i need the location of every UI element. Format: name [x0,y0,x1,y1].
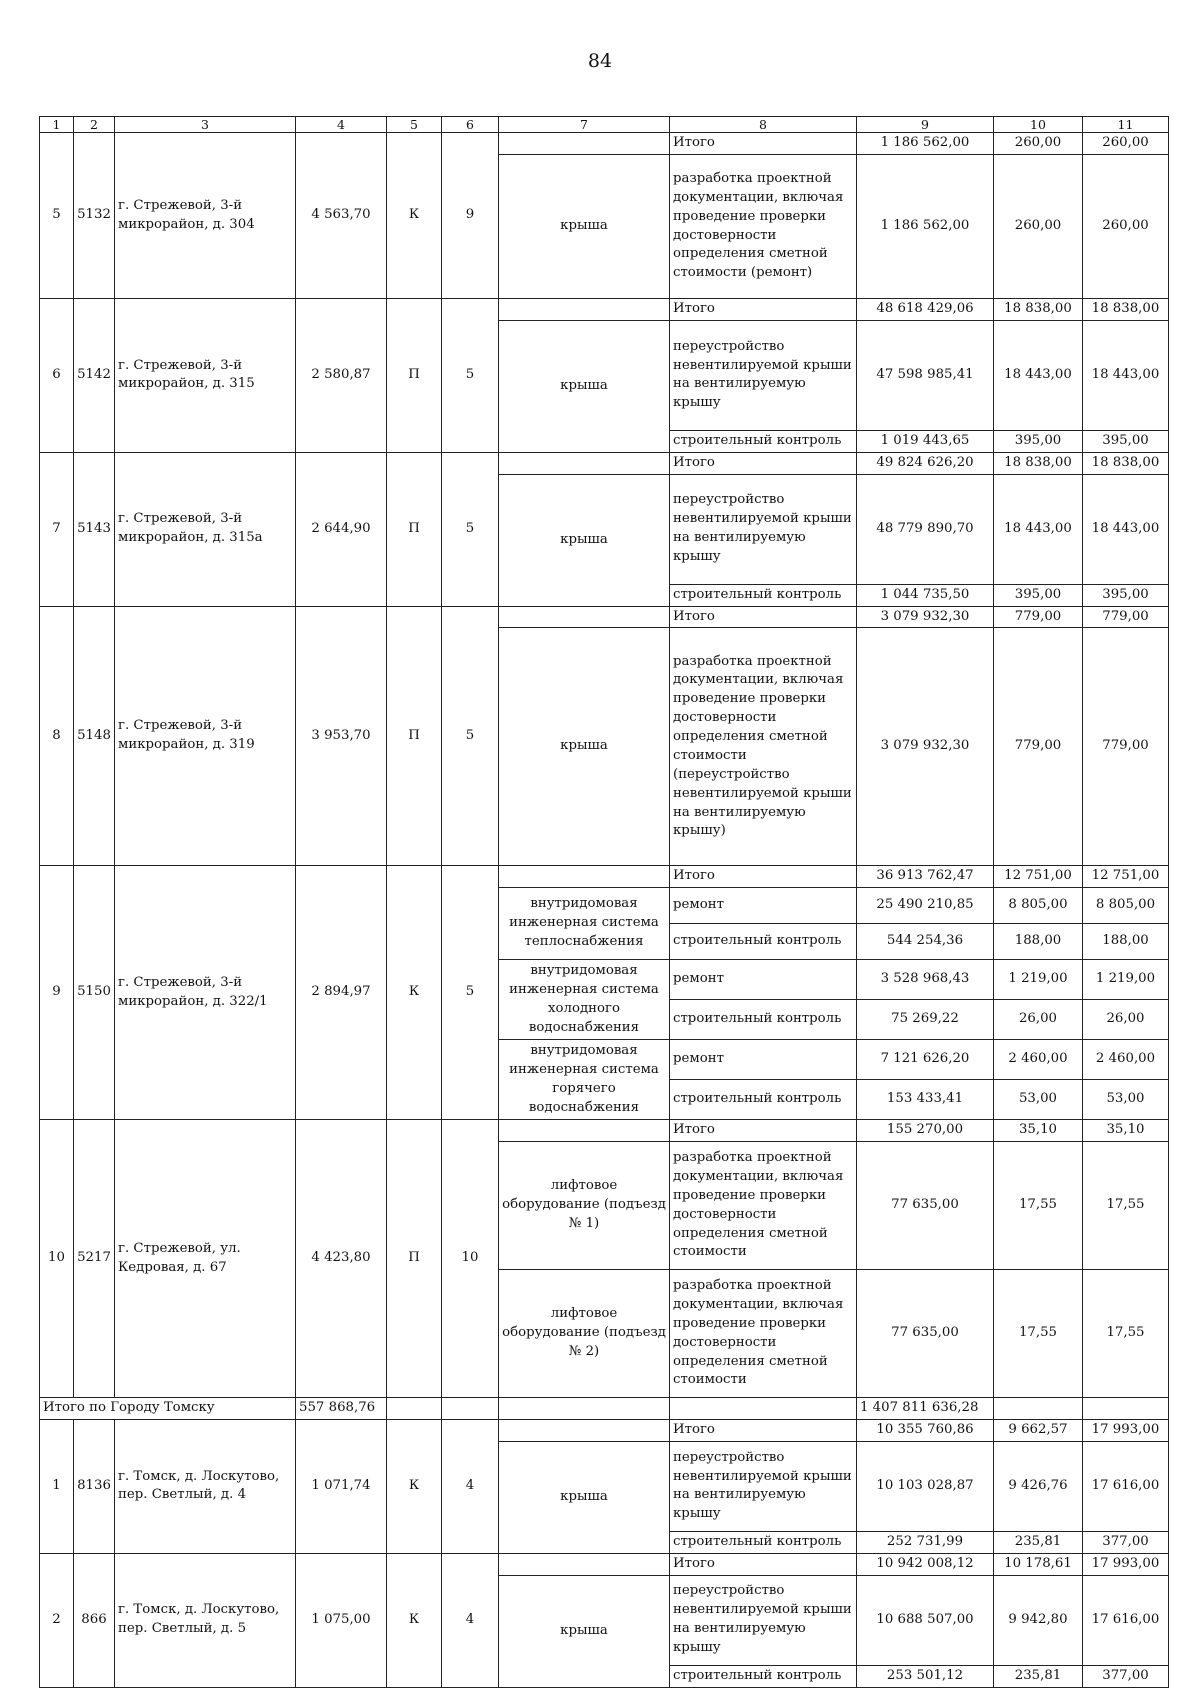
work-cost: 77 635,00 [857,1270,994,1398]
house-number: 7 [40,452,74,606]
house-number: 1 [40,1420,74,1554]
work-limit: 188,00 [1083,924,1169,960]
work-limit: 18 443,00 [1083,474,1169,584]
itogo-limit: 260,00 [1083,133,1169,155]
house-area: 2 894,97 [296,866,387,1120]
work-limit: 53,00 [1083,1080,1169,1120]
wall-type: К [387,866,442,1120]
itogo-cost: 36 913 762,47 [857,866,994,888]
work-limit: 395,00 [1083,584,1169,606]
element-cell-empty [499,1420,670,1442]
work-per-m2: 9 942,80 [994,1575,1083,1665]
work-type: переустройство невентилируемой крыши на вентилируемую крышу [670,1441,857,1531]
work-limit: 26,00 [1083,1000,1169,1040]
work-cost: 3 528 968,43 [857,960,994,1000]
city-total-label: Итого по Городу Томску [40,1398,296,1420]
work-limit: 17 616,00 [1083,1575,1169,1665]
work-limit: 8 805,00 [1083,888,1169,924]
work-per-m2: 8 805,00 [994,888,1083,924]
repair-element: крыша [499,155,670,299]
work-limit: 1 219,00 [1083,960,1169,1000]
itogo-cost: 10 355 760,86 [857,1420,994,1442]
repair-element: лифтовое оборудование (подъезд № 2) [499,1270,670,1398]
floors: 5 [442,866,499,1120]
work-limit: 17 616,00 [1083,1441,1169,1531]
itogo-limit: 779,00 [1083,606,1169,628]
itogo-per-m2: 260,00 [994,133,1083,155]
house-id: 5150 [74,866,115,1120]
house-address: г. Томск, д. Лоскутово, пер. Светлый, д. 5 [115,1553,296,1687]
city-total-area: 557 868,76 [296,1398,387,1420]
work-per-m2: 53,00 [994,1080,1083,1120]
house-id: 5142 [74,299,115,453]
itogo-cost: 48 618 429,06 [857,299,994,321]
work-limit: 377,00 [1083,1665,1169,1687]
itogo-cost: 10 942 008,12 [857,1553,994,1575]
itogo-limit: 18 838,00 [1083,299,1169,321]
work-per-m2: 395,00 [994,584,1083,606]
work-cost: 48 779 890,70 [857,474,994,584]
repair-element: лифтовое оборудование (подъезд № 1) [499,1142,670,1270]
work-type: переустройство невентилируемой крыши на вентилируемую крышу [670,474,857,584]
work-limit: 260,00 [1083,155,1169,299]
col-num: 6 [442,117,499,133]
house-address: г. Томск, д. Лоскутово, пер. Светлый, д. 4 [115,1420,296,1554]
work-cost: 3 079 932,30 [857,628,994,866]
wall-type: К [387,133,442,299]
work-type: ремонт [670,888,857,924]
work-type: строительный контроль [670,430,857,452]
work-cost: 10 688 507,00 [857,1575,994,1665]
col-num: 7 [499,117,670,133]
repair-element: крыша [499,1575,670,1687]
work-type: строительный контроль [670,1000,857,1040]
wall-type: П [387,1120,442,1398]
empty-cell [1083,1398,1169,1420]
work-limit: 17,55 [1083,1142,1169,1270]
repair-element: крыша [499,1441,670,1553]
house-address: г. Стрежевой, 3-й микрорайон, д. 322/1 [115,866,296,1120]
work-type: строительный контроль [670,584,857,606]
wall-type: К [387,1420,442,1554]
house-itogo-row [40,1553,1169,1575]
work-cost: 1 186 562,00 [857,155,994,299]
col-num: 3 [115,117,296,133]
house-id: 5148 [74,606,115,866]
house-area: 1 071,74 [296,1420,387,1554]
col-num: 1 [40,117,74,133]
empty-cell [994,1398,1083,1420]
floors: 4 [442,1420,499,1554]
floors: 5 [442,299,499,453]
empty-cell [442,1398,499,1420]
element-cell-empty [499,299,670,321]
work-per-m2: 18 443,00 [994,320,1083,430]
house-itogo-row [40,452,1169,474]
house-itogo-row [40,606,1169,628]
itogo-label: Итого [670,452,857,474]
wall-type: П [387,299,442,453]
work-cost: 7 121 626,20 [857,1040,994,1080]
house-address: г. Стрежевой, 3-й микрорайон, д. 315а [115,452,296,606]
table-body [40,117,1169,1688]
element-cell-empty [499,133,670,155]
house-itogo-row [40,866,1169,888]
work-cost: 252 731,99 [857,1531,994,1553]
work-type: ремонт [670,960,857,1000]
floors: 4 [442,1553,499,1687]
col-num: 8 [670,117,857,133]
house-id: 5217 [74,1120,115,1398]
element-cell-empty [499,1553,670,1575]
work-cost: 77 635,00 [857,1142,994,1270]
work-per-m2: 9 426,76 [994,1441,1083,1531]
page-number: 84 [587,50,613,72]
element-cell-empty [499,606,670,628]
itogo-label: Итого [670,1120,857,1142]
work-cost: 75 269,22 [857,1000,994,1040]
house-itogo-row [40,133,1169,155]
house-number: 10 [40,1120,74,1398]
itogo-per-m2: 18 838,00 [994,299,1083,321]
work-limit: 395,00 [1083,430,1169,452]
work-per-m2: 260,00 [994,155,1083,299]
col-num: 4 [296,117,387,133]
itogo-cost: 1 186 562,00 [857,133,994,155]
itogo-label: Итого [670,1553,857,1575]
work-type: ремонт [670,1040,857,1080]
work-per-m2: 2 460,00 [994,1040,1083,1080]
wall-type: П [387,452,442,606]
capital-repair-table [39,116,1169,1688]
empty-cell [499,1398,670,1420]
itogo-per-m2: 9 662,57 [994,1420,1083,1442]
city-total-row [40,1398,1169,1420]
city-total-sum: 1 407 811 636,28 [857,1398,994,1420]
floors: 10 [442,1120,499,1398]
repair-element: крыша [499,320,670,452]
work-per-m2: 235,81 [994,1665,1083,1687]
work-type: переустройство невентилируемой крыши на вентилируемую крышу [670,1575,857,1665]
work-per-m2: 395,00 [994,430,1083,452]
house-address: г. Стрежевой, ул. Кедровая, д. 67 [115,1120,296,1398]
work-per-m2: 235,81 [994,1531,1083,1553]
work-type: разработка проектной документации, включая проведение проверки достоверности определения сметной стоимости (ремонт) [670,155,857,299]
work-per-m2: 1 219,00 [994,960,1083,1000]
house-id: 8136 [74,1420,115,1554]
work-cost: 10 103 028,87 [857,1441,994,1531]
repair-element: внутридомовая инженерная система холодного водоснабжения [499,960,670,1040]
itogo-per-m2: 10 178,61 [994,1553,1083,1575]
itogo-cost: 155 270,00 [857,1120,994,1142]
repair-element: крыша [499,628,670,866]
work-per-m2: 18 443,00 [994,474,1083,584]
work-per-m2: 17,55 [994,1270,1083,1398]
col-num: 2 [74,117,115,133]
work-limit: 2 460,00 [1083,1040,1169,1080]
house-area: 1 075,00 [296,1553,387,1687]
wall-type: П [387,606,442,866]
itogo-limit: 12 751,00 [1083,866,1169,888]
itogo-label: Итого [670,866,857,888]
col-num: 11 [1083,117,1169,133]
work-cost: 153 433,41 [857,1080,994,1120]
work-limit: 17,55 [1083,1270,1169,1398]
itogo-per-m2: 35,10 [994,1120,1083,1142]
floors: 5 [442,606,499,866]
house-area: 2 580,87 [296,299,387,453]
repair-element: внутридомовая инженерная система горячего водоснабжения [499,1040,670,1120]
house-id: 5143 [74,452,115,606]
itogo-label: Итого [670,133,857,155]
work-cost: 253 501,12 [857,1665,994,1687]
house-itogo-row [40,299,1169,321]
work-type: строительный контроль [670,924,857,960]
element-cell-empty [499,866,670,888]
itogo-label: Итого [670,1420,857,1442]
itogo-limit: 18 838,00 [1083,452,1169,474]
house-area: 4 563,70 [296,133,387,299]
repair-element: внутридомовая инженерная система теплоснабжения [499,888,670,960]
itogo-limit: 35,10 [1083,1120,1169,1142]
house-address: г. Стрежевой, 3-й микрорайон, д. 319 [115,606,296,866]
element-cell-empty [499,1120,670,1142]
floors: 9 [442,133,499,299]
work-limit: 18 443,00 [1083,320,1169,430]
work-type: строительный контроль [670,1080,857,1120]
work-type: разработка проектной документации, включая проведение проверки достоверности определения сметной стоимости [670,1270,857,1398]
house-id: 5132 [74,133,115,299]
itogo-cost: 3 079 932,30 [857,606,994,628]
column-number-row [40,117,1169,133]
work-per-m2: 26,00 [994,1000,1083,1040]
work-per-m2: 17,55 [994,1142,1083,1270]
empty-cell [387,1398,442,1420]
itogo-limit: 17 993,00 [1083,1420,1169,1442]
work-cost: 47 598 985,41 [857,320,994,430]
work-type: строительный контроль [670,1531,857,1553]
house-itogo-row [40,1120,1169,1142]
empty-cell [670,1398,857,1420]
col-num: 10 [994,117,1083,133]
itogo-label: Итого [670,299,857,321]
house-id: 866 [74,1553,115,1687]
house-number: 9 [40,866,74,1120]
house-number: 6 [40,299,74,453]
work-type: разработка проектной документации, включая проведение проверки достоверности определения сметной стоимости [670,1142,857,1270]
work-cost: 544 254,36 [857,924,994,960]
itogo-limit: 17 993,00 [1083,1553,1169,1575]
house-address: г. Стрежевой, 3-й микрорайон, д. 315 [115,299,296,453]
repair-element: крыша [499,474,670,606]
col-num: 9 [857,117,994,133]
col-num: 5 [387,117,442,133]
work-per-m2: 188,00 [994,924,1083,960]
element-cell-empty [499,452,670,474]
work-cost: 25 490 210,85 [857,888,994,924]
house-number: 2 [40,1553,74,1687]
itogo-per-m2: 18 838,00 [994,452,1083,474]
itogo-per-m2: 779,00 [994,606,1083,628]
work-cost: 1 019 443,65 [857,430,994,452]
work-limit: 779,00 [1083,628,1169,866]
wall-type: К [387,1553,442,1687]
house-number: 5 [40,133,74,299]
work-cost: 1 044 735,50 [857,584,994,606]
house-itogo-row [40,1420,1169,1442]
house-area: 2 644,90 [296,452,387,606]
work-per-m2: 779,00 [994,628,1083,866]
itogo-cost: 49 824 626,20 [857,452,994,474]
work-limit: 377,00 [1083,1531,1169,1553]
work-type: разработка проектной документации, включая проведение проверки достоверности определения сметной стоимости (переустройство невентилируемой крыши на вентилируемую крышу) [670,628,857,866]
floors: 5 [442,452,499,606]
work-type: переустройство невентилируемой крыши на вентилируемую крышу [670,320,857,430]
house-area: 3 953,70 [296,606,387,866]
house-area: 4 423,80 [296,1120,387,1398]
itogo-label: Итого [670,606,857,628]
house-address: г. Стрежевой, 3-й микрорайон, д. 304 [115,133,296,299]
itogo-per-m2: 12 751,00 [994,866,1083,888]
work-type: строительный контроль [670,1665,857,1687]
house-number: 8 [40,606,74,866]
